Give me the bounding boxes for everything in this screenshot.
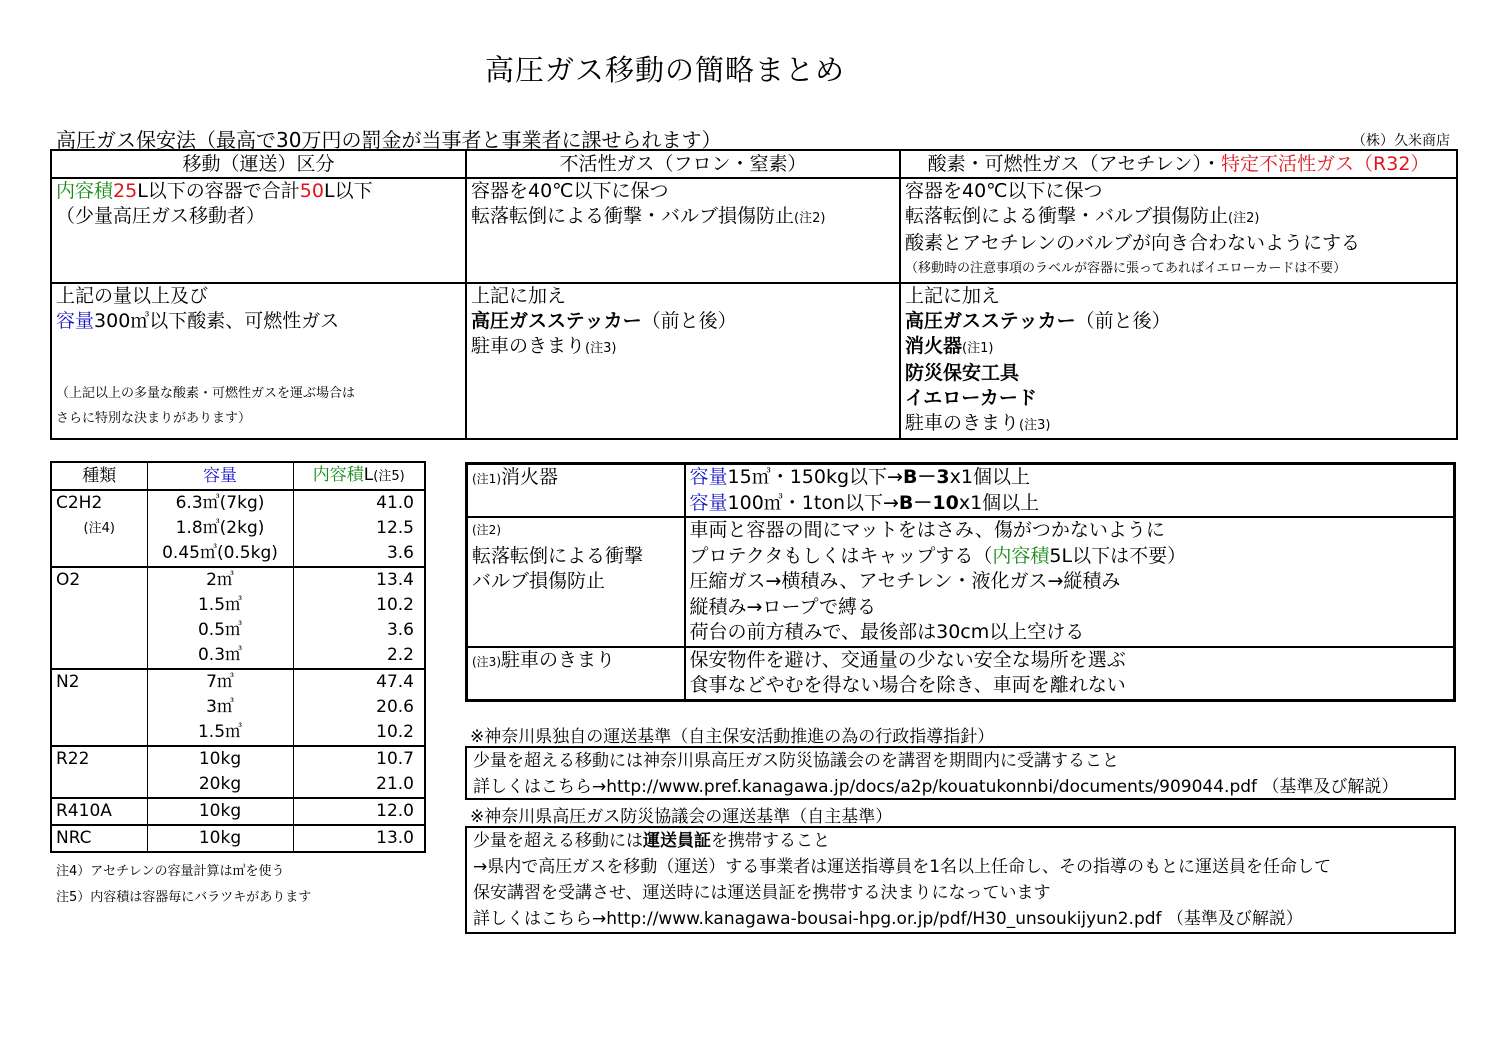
extinguisher-count-2: x1個以上 <box>958 491 1040 514</box>
gas-kind-cell <box>51 695 147 720</box>
note-3-content <box>685 647 1455 701</box>
inert-sticker <box>471 309 895 334</box>
note-ref-3: (注3) <box>585 341 617 356</box>
note-1-content <box>685 464 1455 518</box>
gas-volume-cell: 3.6 <box>293 618 425 643</box>
note-2-content <box>685 517 1455 647</box>
cell-large-quantity-inert <box>466 283 900 439</box>
impact-rule-rope: 縦積み→ロープで縛る <box>689 595 877 618</box>
bousai-rule-end: を携帯すること <box>711 831 830 851</box>
gas-table-row <box>51 720 425 746</box>
gas-table-row <box>51 695 425 720</box>
footnote-4: 注4）アセチレンの容量計算は㎥を使う <box>56 864 285 879</box>
impact-rule-orientation: 圧縮ガス→横積み、アセチレン・液化ガス→縦積み <box>689 570 1121 592</box>
impact-rule-cap <box>690 544 1450 570</box>
kanagawa-heading: ※神奈川県独自の運送基準（自主保安活動推進の為の行政指導指針） <box>470 727 995 747</box>
impact-rule-spacing: 荷台の前方積みで、最後部は30cm以上空ける <box>689 621 1085 643</box>
inert-rule-impact <box>471 204 895 231</box>
sticker-position: （前と後） <box>641 310 737 332</box>
capacity-label: 容量 <box>689 491 728 514</box>
law-title: 高圧ガス保安法（最高で30万円の罰金が当事者と事業者に課せられます） <box>56 128 722 152</box>
note-ref-2: (注2) <box>794 211 826 226</box>
large-quantity-condition: 上記の量以上及び <box>56 285 209 307</box>
transporter-card-label: 運送員証 <box>643 831 711 851</box>
gas-kind-cell: C2H2 <box>51 490 147 516</box>
note-ref-3: (注3) <box>472 654 501 669</box>
header-oxygen-flammable <box>900 150 1457 178</box>
header-capacity: 容量 <box>147 462 293 490</box>
parking-rule: 駐車のきまり <box>471 335 586 357</box>
large-quantity-note-1: （上記以上の多量な酸素・可燃性ガスを運ぶ場合は <box>56 386 356 401</box>
gas-volume-cell: 10.2 <box>293 593 425 618</box>
page-title: 高圧ガス移動の簡略まとめ <box>484 53 845 87</box>
gas-table-row <box>51 516 425 541</box>
inner-volume-25: 25 <box>113 180 138 202</box>
oxygen-rule-impact-text: 転落転倒による衝撃・バルブ損傷防止 <box>905 205 1229 227</box>
condition-end: L以下 <box>323 180 373 202</box>
capacity-label: 容量 <box>689 466 728 488</box>
extinguisher-cond-2: 100㎥・1ton以下→ <box>727 491 899 514</box>
gas-sticker-label: 高圧ガスステッカー <box>905 310 1076 332</box>
kanagawa-link[interactable]: 詳しくはこちら→http://www.pref.kanagawa.jp/docs/a2p/kouatukonnbi/documents/909044.pdf （基準及び解説） <box>473 777 1399 797</box>
gas-table-row <box>51 490 425 516</box>
note-row-impact <box>467 517 1455 647</box>
gas-volume-cell: 21.0 <box>293 772 425 798</box>
gas-volume-cell: 47.4 <box>293 669 425 695</box>
oxygen-rule-valves: 酸素とアセチレンのバルブが向き合わないようにする <box>905 232 1360 254</box>
header-volume-unit: L <box>363 465 374 485</box>
gas-kind-cell: R410A <box>51 798 147 825</box>
oxygen-in-addition: 上記に加え <box>905 285 1001 307</box>
oxygen-rule-impact <box>905 204 1452 231</box>
gas-capacity-cell: 2㎥ <box>147 567 293 593</box>
sticker-position: （前と後） <box>1075 310 1171 332</box>
note-2-label <box>467 517 685 647</box>
gas-kind-cell <box>51 720 147 746</box>
header-kind: 種類 <box>51 462 147 490</box>
gas-kind-cell <box>51 643 147 669</box>
spacer <box>56 334 461 381</box>
oxygen-rule-temp: 容器を40℃以下に保つ <box>905 180 1103 202</box>
capacity-text: 300㎥以下酸素、可燃性ガス <box>94 310 340 332</box>
oxygen-rule-label-note: （移動時の注意事項のラベルが容器に張ってあればイエローカードは不要） <box>905 261 1347 276</box>
gas-table-header <box>51 462 425 490</box>
gas-volume-cell: 41.0 <box>293 490 425 516</box>
gas-capacity-cell: 1.5㎥ <box>147 593 293 618</box>
cap-exception: 5L以下は不要） <box>1049 544 1187 567</box>
impact-heading: 転落転倒による衝撃 <box>472 544 644 567</box>
gas-capacity-cell: 10kg <box>147 746 293 772</box>
gas-sticker-label: 高圧ガスステッカー <box>471 310 642 332</box>
note-1-label <box>467 464 685 518</box>
gas-volume-cell: 3.6 <box>293 541 425 567</box>
kanagawa-rule: 少量を超える移動には神奈川県高圧ガス防災協議会のを講習を期間内に受講すること <box>473 751 1119 771</box>
extinguisher-class-2: B－10 <box>898 491 959 514</box>
gas-capacity-cell: 1.5㎥ <box>147 720 293 746</box>
valve-heading: バルブ損傷防止 <box>472 570 606 592</box>
gas-capacity-cell: 0.3㎥ <box>147 643 293 669</box>
bousai-link[interactable]: 詳しくはこちら→http://www.kanagawa-bousai-hpg.or.jp/pdf/H30_unsoukijyun2.pdf （基準及び解説） <box>473 909 1303 929</box>
notes-table <box>465 462 1456 702</box>
large-quantity-note-2: さらに特別な決まりがあります） <box>56 411 252 426</box>
note-row-extinguisher <box>467 464 1455 518</box>
header-col3-prefix: 酸素・可燃性ガス（アセチレン）・ <box>927 153 1222 175</box>
header-col3-special: 特定不活性ガス（R32） <box>1221 153 1430 175</box>
kanagawa-box <box>465 746 1456 800</box>
table-row-large-quantity <box>51 283 1457 439</box>
gas-table-row <box>51 643 425 669</box>
gas-volume-cell: 12.5 <box>293 516 425 541</box>
oxygen-sticker <box>905 309 1452 334</box>
small-quantity-mover: （少量高圧ガス移動者） <box>56 205 266 227</box>
gas-volume-cell: 13.0 <box>293 825 425 852</box>
cell-large-quantity-oxygen <box>900 283 1457 439</box>
gas-kind-cell <box>51 593 147 618</box>
extinguisher-rule-1 <box>690 465 1450 491</box>
total-50: 50 <box>299 180 324 202</box>
note-3-label <box>467 647 685 701</box>
gas-table-row <box>51 567 425 593</box>
extinguisher-class-1: B－3 <box>902 466 950 488</box>
header-volume-label: 内容積 <box>312 465 364 485</box>
gas-table-row <box>51 593 425 618</box>
gas-table-row <box>51 746 425 772</box>
note-row-parking <box>467 647 1455 701</box>
gas-kind-cell: N2 <box>51 669 147 695</box>
gas-capacity-table <box>50 461 426 853</box>
gas-table-row <box>51 618 425 643</box>
gas-table-row <box>51 669 425 695</box>
gas-kind-cell <box>51 541 147 567</box>
bousai-heading: ※神奈川県高圧ガス防災協議会の運送基準（自主基準） <box>470 807 893 827</box>
gas-kind-cell <box>51 772 147 798</box>
header-category: 移動（運送）区分 <box>51 150 466 178</box>
gas-capacity-cell: 10kg <box>147 825 293 852</box>
gas-table-row <box>51 825 425 852</box>
extinguisher-cond-1: 15㎥・150kg以下→ <box>727 466 903 488</box>
transport-category-table <box>50 149 1458 440</box>
large-quantity-capacity <box>56 309 461 334</box>
inner-volume-label: 内容積 <box>992 544 1050 567</box>
condition-text: L以下の容器で合計 <box>137 180 300 202</box>
note-ref-2: (注2) <box>1228 211 1260 226</box>
bousai-rule-training: 保安講習を受講させ、運送時には運送員証を携帯する決まりになっています <box>473 883 1051 903</box>
gas-kind-cell: NRC <box>51 825 147 852</box>
extinguisher-label: 消火器 <box>905 335 963 357</box>
gas-volume-cell: 13.4 <box>293 567 425 593</box>
gas-volume-cell: 12.0 <box>293 798 425 825</box>
parking-rule: 駐車のきまり <box>905 412 1020 434</box>
inert-parking <box>471 334 895 361</box>
note-ref-1: (注1) <box>472 472 501 486</box>
bousai-box <box>465 826 1456 934</box>
note-ref-2: (注2) <box>472 523 501 537</box>
gas-capacity-cell: 6.3㎥(7kg) <box>147 490 293 516</box>
gas-capacity-cell: 3㎥ <box>147 695 293 720</box>
note-ref-5: (注5) <box>373 469 405 484</box>
parking-heading: 駐車のきまり <box>501 648 616 671</box>
gas-capacity-cell: 0.45㎥(0.5kg) <box>147 541 293 567</box>
note-ref-3: (注3) <box>1019 418 1051 433</box>
gas-table-row <box>51 772 425 798</box>
gas-kind-cell: (注4) <box>51 516 147 541</box>
gas-capacity-cell: 7㎥ <box>147 669 293 695</box>
capacity-label: 容量 <box>56 310 95 332</box>
inert-rule-temp: 容器を40℃以下に保つ <box>471 180 669 202</box>
table-row-small-quantity <box>51 178 1457 283</box>
gas-table-row <box>51 798 425 825</box>
oxygen-parking <box>905 411 1452 438</box>
inner-volume-label: 内容積 <box>56 180 114 202</box>
inert-rule-impact-text: 転落転倒による衝撃・バルブ損傷防止 <box>471 205 795 227</box>
cap-text: プロテクタもしくはキャップする（ <box>689 544 993 567</box>
cell-small-quantity-inert <box>466 178 900 283</box>
footnote-5: 注5）内容積は容器毎にバラツキがあります <box>56 890 312 905</box>
extinguisher-count-1: x1個以上 <box>949 466 1030 488</box>
cell-small-quantity-oxygen <box>900 178 1457 283</box>
inert-in-addition: 上記に加え <box>471 285 567 307</box>
extinguisher-heading: 消火器 <box>501 466 559 488</box>
impact-rule-mat: 車両と容器の間にマットをはさみ、傷がつかないように <box>689 519 1165 541</box>
bousai-rule-appoint: →県内で高圧ガスを移動（運送）する事業者は運送指導員を1名以上任命し、その指導のもとに運送員を任命して <box>473 857 1332 877</box>
gas-volume-cell: 20.6 <box>293 695 425 720</box>
cell-large-quantity-category <box>51 283 466 439</box>
gas-kind-cell <box>51 618 147 643</box>
bousai-rule-text: 少量を超える移動には <box>473 831 643 851</box>
header-inert-gas: 不活性ガス（フロン・窒素） <box>466 150 900 178</box>
company-name: （株）久米商店 <box>1352 133 1450 149</box>
gas-volume-cell: 2.2 <box>293 643 425 669</box>
oxygen-extinguisher <box>905 334 1452 361</box>
parking-rule-leave: 食事などやむを得ない場合を除き、車両を離れない <box>689 674 1126 696</box>
safety-tools-label: 防災保安工具 <box>905 362 1020 384</box>
gas-capacity-cell: 20kg <box>147 772 293 798</box>
gas-capacity-cell: 10kg <box>147 798 293 825</box>
parking-rule-location: 保安物件を避け、交通量の少ない安全な場所を選ぶ <box>689 648 1126 671</box>
gas-kind-cell: R22 <box>51 746 147 772</box>
yellow-card-label: イエローカード <box>905 387 1037 409</box>
bousai-rule-card <box>473 828 1448 854</box>
table-header-row <box>51 150 1457 178</box>
gas-table-row <box>51 541 425 567</box>
gas-kind-cell: O2 <box>51 567 147 593</box>
small-quantity-condition <box>56 179 461 204</box>
gas-capacity-cell: 1.8㎥(2kg) <box>147 516 293 541</box>
gas-volume-cell: 10.2 <box>293 720 425 746</box>
gas-capacity-cell: 0.5㎥ <box>147 618 293 643</box>
note-ref-1: (注1) <box>962 341 994 356</box>
extinguisher-rule-2 <box>690 491 1450 517</box>
header-volume <box>293 462 425 490</box>
cell-small-quantity-category <box>51 178 466 283</box>
gas-volume-cell: 10.7 <box>293 746 425 772</box>
